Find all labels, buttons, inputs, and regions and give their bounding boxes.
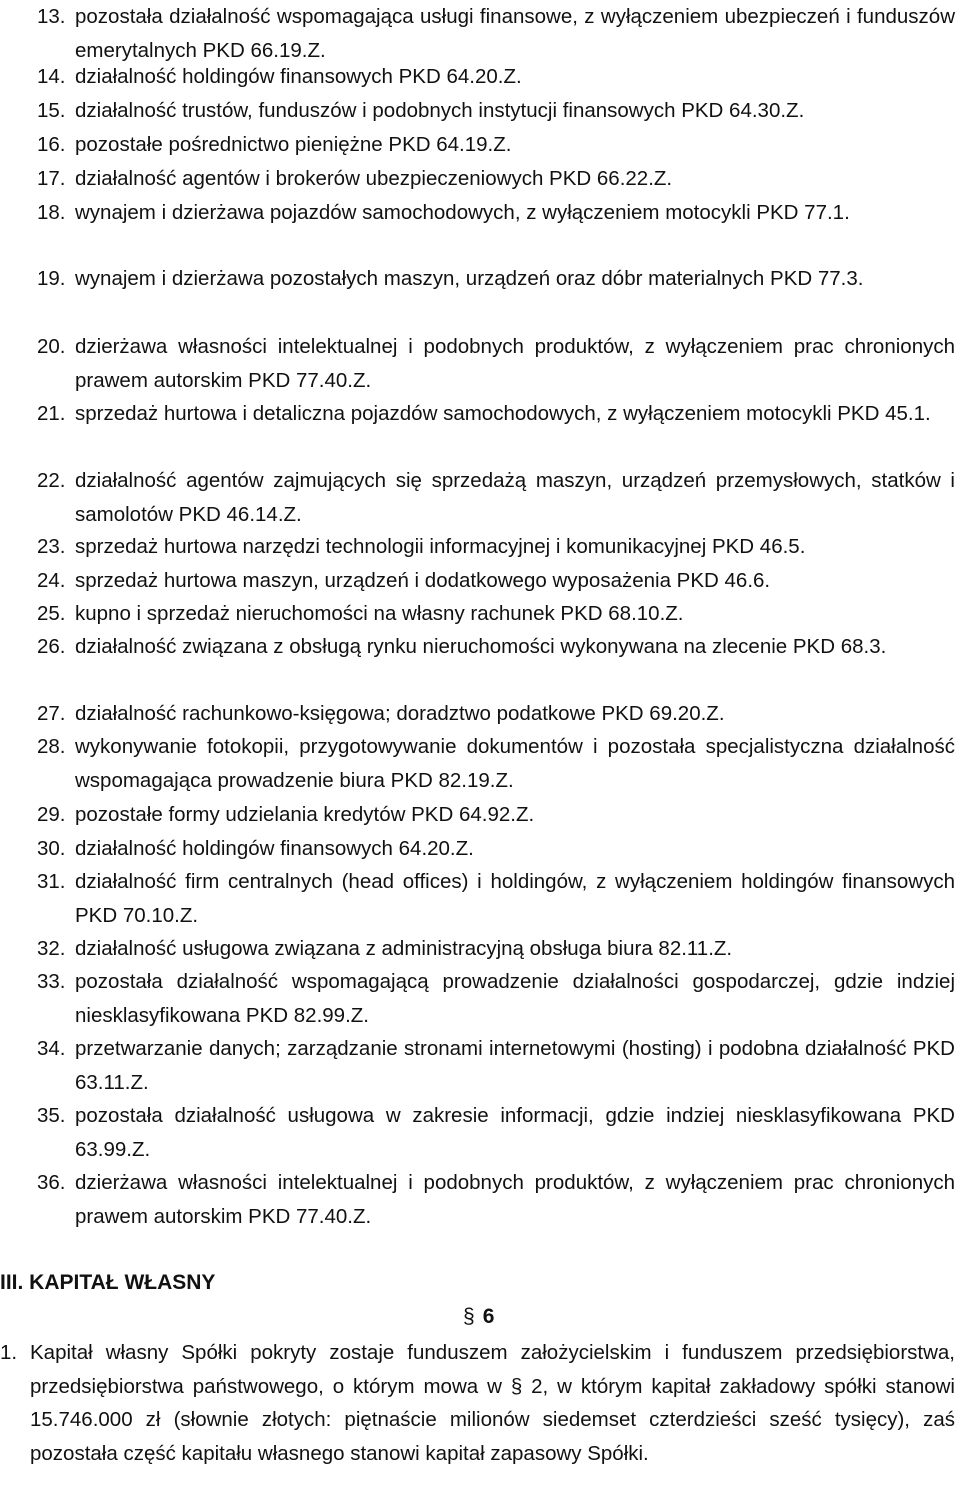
item-number: 22. [37,469,66,492]
item-number: 18. [37,201,66,224]
item-text: dzierżawa własności intelektualnej i podobnych produktów, z wyłączeniem prac chronionych prawem autorskim PKD 77.40.Z. [75,1171,955,1228]
item-text: działalność trustów, funduszów i podobnych instytucji finansowych PKD 64.30.Z. [75,99,805,122]
item-text: sprzedaż hurtowa narzędzi technologii informacyjnej i komunikacyjnej PKD 46.5. [75,535,806,558]
section-heading: III. KAPITAŁ WŁASNY [0,1271,216,1294]
item-text: działalność holdingów finansowych 64.20.Z. [75,837,474,860]
item-text: sprzedaż hurtowa maszyn, urządzeń i dodatkowego wyposażenia PKD 46.6. [75,569,771,592]
item-number: 34. [37,1037,66,1060]
item-number: 25. [37,602,66,625]
item-text: kupno i sprzedaż nieruchomości na własny rachunek PKD 68.10.Z. [75,602,684,625]
item-number: 32. [37,937,66,960]
clause-text: Kapitał własny Spółki pokryty zostaje funduszem założycielskim i funduszem przedsiębiorstwa, przedsiębiorstwa państwowego, o którym mowa w § 2, w którym kapitał zakładowy spółki stanowi 15.746.000 zł (słownie złotych: piętnaście milionów siedemset czterdzieści sześć tysięcy), zaś pozostała część kapitału własnego stanowi kapitał zapasowy Spółki. [30,1341,955,1465]
paragraph-heading [463,1302,494,1332]
item-text: działalność agentów i brokerów ubezpieczeniowych PKD 66.22.Z. [75,167,673,190]
item-text: pozostałe formy udzielania kredytów PKD 64.92.Z. [75,803,535,826]
item-text: działalność usługowa związana z administracyjną obsługa biura 82.11.Z. [75,937,733,960]
item-number: 29. [37,803,66,826]
item-number: 30. [37,837,66,860]
paragraph-number: 6 [482,1305,495,1328]
item-number: 36. [37,1171,66,1194]
item-number: 14. [37,65,66,88]
item-text: pozostała działalność usługowa w zakresie informacji, gdzie indziej niesklasyfikowana PKD 63.99.Z. [75,1104,955,1161]
item-text: działalność firm centralnych (head offices) i holdingów, z wyłączeniem holdingów finansowych PKD 70.10.Z. [75,870,955,927]
item-number: 21. [37,402,66,425]
item-number: 33. [37,970,66,993]
item-number: 16. [37,133,66,156]
item-number: 15. [37,99,66,122]
item-text: działalność holdingów finansowych PKD 64.20.Z. [75,65,522,88]
item-text: pozostała działalność wspomagającą prowadzenie działalności gospodarczej, gdzie indziej niesklasyfikowana PKD 82.99.Z. [75,970,955,1027]
item-number: 13. [37,5,66,28]
item-text: wynajem i dzierżawa pojazdów samochodowych, z wyłączeniem motocykli PKD 77.1. [75,201,850,224]
item-number: 27. [37,702,66,725]
item-number: 31. [37,870,66,893]
item-text: dzierżawa własności intelektualnej i podobnych produktów, z wyłączeniem prac chronionych prawem autorskim PKD 77.40.Z. [75,335,955,392]
item-number: 28. [37,735,66,758]
paragraph-symbol: § [463,1305,475,1328]
clause-number: 1. [0,1341,18,1364]
item-text: przetwarzanie danych; zarządzanie stronami internetowymi (hosting) i podobna działalność PKD 63.11.Z. [75,1037,955,1094]
item-text: wykonywanie fotokopii, przygotowywanie dokumentów i pozostała specjalistyczna działalność wspomagająca prowadzenie biura PKD 82.19.Z. [75,735,955,792]
item-text: sprzedaż hurtowa i detaliczna pojazdów samochodowych, z wyłączeniem motocykli PKD 45.1. [75,402,931,425]
item-number: 19. [37,267,66,290]
item-text: pozostała działalność wspomagająca usługi finansowe, z wyłączeniem ubezpieczeń i funduszów emerytalnych PKD 66.19.Z. [75,5,955,62]
item-number: 26. [37,635,66,658]
item-number: 23. [37,535,66,558]
item-number: 24. [37,569,66,592]
item-number: 35. [37,1104,66,1127]
item-text: działalność agentów zajmujących się sprzedażą maszyn, urządzeń przemysłowych, statków i samolotów PKD 46.14.Z. [75,469,955,526]
item-text: działalność rachunkowo-księgowa; doradztwo podatkowe PKD 69.20.Z. [75,702,725,725]
item-text: wynajem i dzierżawa pozostałych maszyn, urządzeń oraz dóbr materialnych PKD 77.3. [75,267,864,290]
item-text: działalność związana z obsługą rynku nieruchomości wykonywana na zlecenie PKD 68.3. [75,635,887,658]
item-text: pozostałe pośrednictwo pieniężne PKD 64.19.Z. [75,133,512,156]
item-number: 17. [37,167,66,190]
item-number: 20. [37,335,66,358]
